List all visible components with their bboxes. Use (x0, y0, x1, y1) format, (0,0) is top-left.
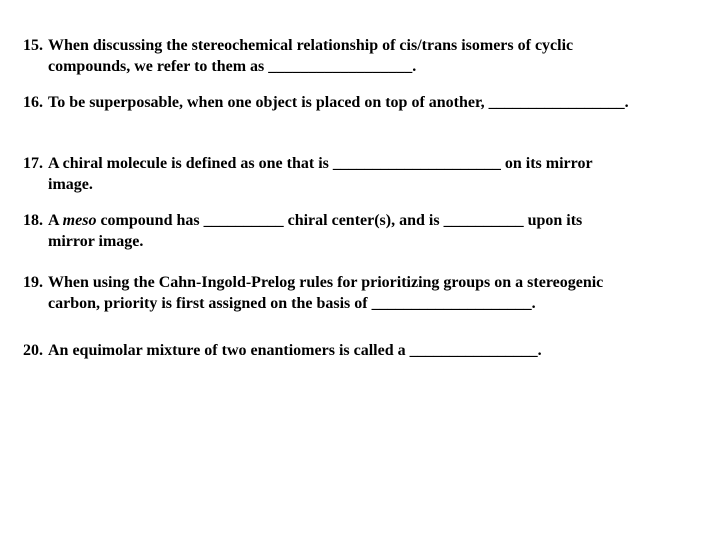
question-line (23, 153, 713, 174)
question-line (23, 272, 713, 293)
question-number: 18. (23, 212, 43, 229)
question-text-prefix: A (48, 212, 63, 229)
question-line (23, 92, 713, 113)
question-number: 17. (23, 155, 43, 172)
question-17 (23, 153, 713, 195)
question-19 (23, 272, 713, 314)
question-line: compounds, we refer to them as __________________. (48, 58, 417, 75)
question-line: carbon, priority is first assigned on the basis of ____________________. (48, 295, 536, 312)
question-number: 15. (23, 37, 43, 54)
question-line (23, 340, 713, 361)
question-number: 20. (23, 342, 43, 359)
question-15 (23, 35, 713, 77)
question-line (23, 210, 713, 231)
question-line: image. (48, 176, 93, 193)
question-text: A chiral molecule is defined as one that is _____________________ on its mirror (48, 155, 593, 172)
question-number: 16. (23, 94, 43, 111)
question-text: An equimolar mixture of two enantiomers is called a ________________. (48, 342, 542, 359)
question-text-suffix: compound has __________ chiral center(s), and is __________ upon its (96, 212, 583, 229)
question-18 (23, 210, 713, 252)
question-text: To be superposable, when one object is placed on top of another, _________________. (48, 94, 629, 111)
question-text: When discussing the stereochemical relationship of cis/trans isomers of cyclic (48, 37, 574, 54)
question-16 (23, 92, 713, 113)
question-number: 19. (23, 274, 43, 291)
question-line: mirror image. (48, 233, 144, 250)
question-20 (23, 340, 713, 361)
meso-term: meso (62, 212, 97, 229)
question-line (23, 35, 713, 56)
question-text: When using the Cahn-Ingold-Prelog rules for prioritizing groups on a stereogenic (48, 274, 604, 291)
